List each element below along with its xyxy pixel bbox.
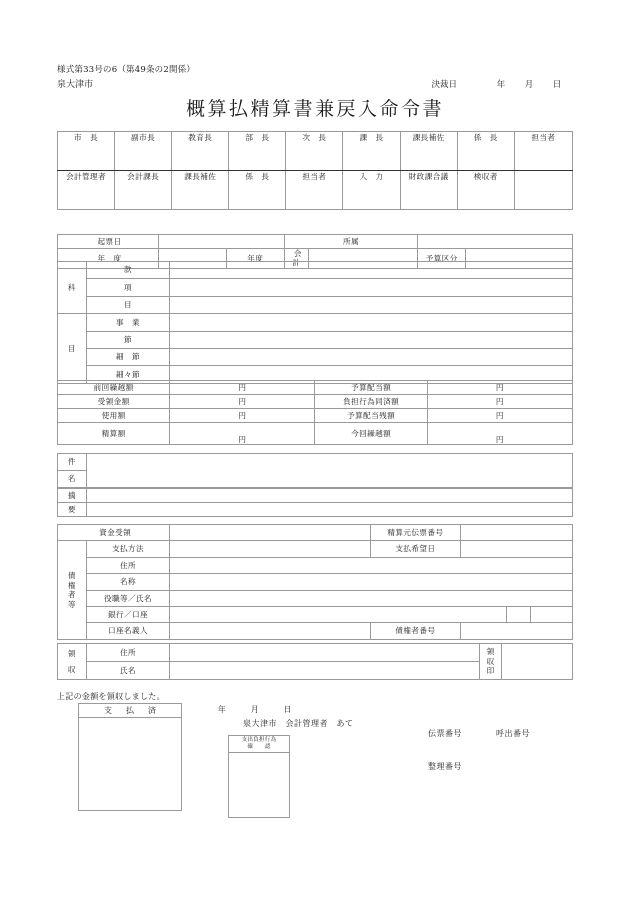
stamp-cell[interactable]: [457, 144, 514, 171]
amount-label: 負担行為同済額: [315, 395, 427, 409]
yen-unit: 円: [238, 396, 247, 406]
account-row: [58, 348, 573, 365]
receipt-note: 上記の金額を領収しました。: [57, 692, 165, 701]
approval-label: 係 長: [229, 171, 286, 184]
futan-box-row: [229, 753, 290, 818]
draft-date-label: 起票日: [58, 235, 159, 249]
kamoku-label-bottom: 目: [58, 314, 87, 384]
subject-table: [57, 453, 573, 488]
receipt-seal-box[interactable]: [501, 644, 572, 680]
decision-day-label: 日: [552, 80, 562, 90]
amount-value[interactable]: [170, 395, 315, 409]
summary-table: [57, 488, 573, 517]
account-label: 項: [86, 279, 169, 296]
draft-date-row: [58, 235, 573, 249]
yen-unit: 円: [495, 396, 504, 406]
yen-unit: 円: [238, 382, 247, 392]
receipt-address-value[interactable]: [170, 644, 480, 662]
pay-method-label: 支払方法: [86, 541, 169, 557]
receipt-month-label: 月: [250, 705, 259, 714]
amount-row: [58, 381, 573, 395]
amount-row: [58, 395, 573, 409]
account-holder-label: 口座名義人: [86, 623, 169, 639]
approval-label: 会計管理者: [58, 171, 115, 184]
paid-label: 支 払 済: [79, 704, 182, 718]
approval-label: 部 長: [229, 132, 286, 145]
account-row: [58, 262, 573, 279]
account-row: [58, 296, 573, 313]
subject-row: [58, 454, 573, 471]
stamp-cell[interactable]: [58, 183, 115, 210]
amount-value[interactable]: [170, 409, 315, 423]
amount-value[interactable]: [427, 423, 572, 445]
stamp-cell[interactable]: [172, 183, 229, 210]
account-value[interactable]: [170, 331, 573, 348]
account-value[interactable]: [170, 348, 573, 365]
amount-value[interactable]: [427, 409, 572, 423]
account-row: [58, 279, 573, 296]
approval-label: 係 長: [457, 132, 514, 145]
account-label: 事 業: [86, 314, 169, 331]
accounting-label: 会 計: [284, 249, 309, 269]
stamp-cell[interactable]: [286, 183, 343, 210]
summary-row: [58, 489, 573, 503]
addressee-line: 泉大津市 会計管理者 あて: [243, 719, 354, 728]
creditor-bank-value[interactable]: [170, 606, 507, 622]
page-title: 概算払精算書兼戻入命令書: [185, 98, 444, 120]
yen-unit: 円: [495, 434, 504, 444]
stamp-cell[interactable]: [457, 183, 514, 210]
creditor-no-label: 債権者番号: [371, 623, 461, 639]
receipt-seal-label: 領 収 印: [480, 644, 502, 680]
creditor-bank-sub2[interactable]: [530, 606, 572, 622]
account-item-table: [57, 261, 573, 384]
summary-row: [58, 503, 573, 517]
creditor-address-value[interactable]: [170, 557, 573, 573]
summary-label-char: 要: [58, 503, 87, 517]
amount-row: [58, 423, 573, 445]
creditor-table: [57, 524, 573, 640]
creditor-address-label: 住所: [86, 557, 169, 573]
amount-label: 今回繰越額: [315, 423, 427, 445]
account-row: [58, 331, 573, 348]
account-value[interactable]: [170, 262, 573, 279]
approval-label: 課 長: [343, 132, 400, 145]
approval-label: 課長補佐: [172, 171, 229, 184]
creditor-no-value[interactable]: [460, 623, 572, 639]
ref-no-label: 整理番号: [428, 762, 462, 771]
form-number: 様式第33号の6（第49条の2関係）: [57, 65, 196, 75]
approval-label: 副市長: [115, 132, 172, 145]
form-header: [57, 64, 573, 92]
approval-label: [514, 171, 572, 184]
municipality-name: 泉大津市: [57, 80, 94, 90]
subject-label-char: 件: [58, 454, 87, 471]
approval-label: 担当者: [514, 132, 572, 145]
account-holder-row: [58, 623, 573, 639]
kamoku-label-top: 科: [58, 262, 87, 314]
stamp-cell[interactable]: [400, 144, 457, 171]
creditor-post-row: [58, 590, 573, 606]
stamp-cell[interactable]: [229, 183, 286, 210]
amount-value[interactable]: [170, 423, 315, 445]
stamp-cell[interactable]: [115, 183, 172, 210]
yen-unit: 円: [495, 382, 504, 392]
approval-label: 課長補佐: [400, 132, 457, 145]
draft-date-value[interactable]: [158, 235, 284, 249]
pay-method-row: [58, 541, 573, 557]
account-value[interactable]: [170, 296, 573, 313]
futan-stamp-box[interactable]: [229, 753, 290, 818]
account-row: [58, 314, 573, 331]
subject-value[interactable]: [86, 454, 572, 488]
futan-label-row: [229, 736, 290, 753]
stamp-cell[interactable]: [229, 144, 286, 171]
receipt-name-label: 氏名: [86, 662, 169, 680]
approval-row-1-labels: [58, 132, 573, 145]
decision-year-label: 年: [496, 80, 506, 90]
approval-row-2-stamps: [58, 183, 573, 210]
account-value[interactable]: [170, 279, 573, 296]
amount-label: 使用額: [58, 409, 170, 423]
approval-label: 教育長: [172, 132, 229, 145]
yen-unit: 円: [238, 434, 247, 444]
approval-label: 担当者: [286, 171, 343, 184]
receipt-address-label: 住所: [86, 644, 169, 662]
account-label: 款: [86, 262, 169, 279]
creditor-post-value[interactable]: [170, 590, 573, 606]
yen-unit: 円: [238, 410, 247, 420]
approval-label: 会計課長: [115, 171, 172, 184]
creditor-name-row: [58, 574, 573, 590]
stamp-cell[interactable]: [343, 183, 400, 210]
creditor-bank-sub1[interactable]: [507, 606, 531, 622]
approval-row-2-labels: [58, 171, 573, 184]
approval-label: 市 長: [58, 132, 115, 145]
creditor-bank-label: 銀行／口座: [86, 606, 169, 622]
receipt-side-label: 領 収: [58, 644, 87, 680]
fund-receipt-row: [58, 525, 573, 541]
approval-label: 入 力: [343, 171, 400, 184]
creditor-name-label: 名称: [86, 574, 169, 590]
account-label: 目: [86, 296, 169, 313]
source-slip-label: 精算元伝票番号: [371, 525, 461, 541]
receipt-year-label: 年: [217, 705, 227, 714]
account-label: 節: [86, 331, 169, 348]
amount-value[interactable]: [427, 395, 572, 409]
decision-date-label: 決裁日: [431, 80, 457, 90]
expenditure-confirm-table: [228, 735, 290, 818]
call-no-label: 呼出番号: [496, 729, 530, 738]
approval-label: 財政課合議: [400, 171, 457, 184]
account-value[interactable]: [170, 314, 573, 331]
decision-date-block: [431, 78, 573, 92]
creditor-post-label: 役職等／氏名: [86, 590, 169, 606]
budget-class-label: 予算区分: [418, 249, 465, 269]
account-label: 細々節: [86, 366, 169, 383]
approval-stamp-table: [57, 131, 573, 210]
paid-stamp-box[interactable]: [79, 718, 182, 811]
amounts-table: [57, 380, 573, 445]
affiliation-label: 所属: [284, 235, 418, 249]
fiscal-year-unit: 年度: [226, 249, 284, 269]
affiliation-value[interactable]: [418, 235, 573, 249]
document-numbers: [428, 728, 530, 772]
amount-label: 精算額: [58, 423, 170, 445]
fiscal-year-label: 年 度: [58, 249, 159, 269]
creditor-bank-row: [58, 606, 573, 622]
paid-box-row: [79, 718, 182, 811]
amount-value[interactable]: [170, 381, 315, 395]
stamp-cell[interactable]: [514, 144, 572, 171]
receipt-day-label: 日: [283, 705, 292, 714]
stamp-cell[interactable]: [286, 144, 343, 171]
summary-label-char: 摘: [58, 489, 87, 503]
pay-date-value[interactable]: [460, 541, 572, 557]
fund-receipt-label: 資金受領: [58, 525, 170, 541]
yen-unit: 円: [495, 410, 504, 420]
futan-label: 支出負担行為 確 認: [229, 736, 290, 753]
amount-label: 受領金額: [58, 395, 170, 409]
approval-label: 次 長: [286, 132, 343, 145]
paid-stamp-table: [78, 703, 182, 811]
creditor-name-value[interactable]: [170, 574, 573, 590]
subject-label-char: 名: [58, 471, 87, 488]
amount-label: 予算配当残額: [315, 409, 427, 423]
account-label: 細 節: [86, 348, 169, 365]
receipt-address-row: [58, 644, 573, 662]
decision-month-label: 月: [524, 80, 534, 90]
amount-label: 前回繰越額: [58, 381, 170, 395]
receipt-date-line: [207, 704, 303, 715]
slip-no-label: 伝票番号: [428, 729, 462, 738]
approval-row-1-stamps: [58, 144, 573, 171]
stamp-cell[interactable]: [514, 183, 572, 210]
paid-label-row: [79, 704, 182, 718]
receipt-table: [57, 643, 573, 680]
amount-label: 予算配当額: [315, 381, 427, 395]
pay-method-value[interactable]: [170, 541, 371, 557]
creditor-side-label: 債 権 者 等: [58, 541, 87, 639]
stamp-cell[interactable]: [400, 183, 457, 210]
summary-value-line2[interactable]: [86, 503, 572, 517]
stamp-cell[interactable]: [343, 144, 400, 171]
fund-receipt-value[interactable]: [170, 525, 371, 541]
approval-label: 検収者: [457, 171, 514, 184]
summary-value-line1[interactable]: [86, 489, 572, 503]
stamp-cell[interactable]: [58, 144, 115, 171]
source-slip-value[interactable]: [460, 525, 572, 541]
account-holder-value[interactable]: [170, 623, 371, 639]
amount-row: [58, 409, 573, 423]
stamp-cell[interactable]: [115, 144, 172, 171]
creditor-address-row: [58, 557, 573, 573]
amount-value[interactable]: [427, 381, 572, 395]
receipt-name-value[interactable]: [170, 662, 480, 680]
stamp-cell[interactable]: [172, 144, 229, 171]
pay-date-label: 支払希望日: [371, 541, 461, 557]
